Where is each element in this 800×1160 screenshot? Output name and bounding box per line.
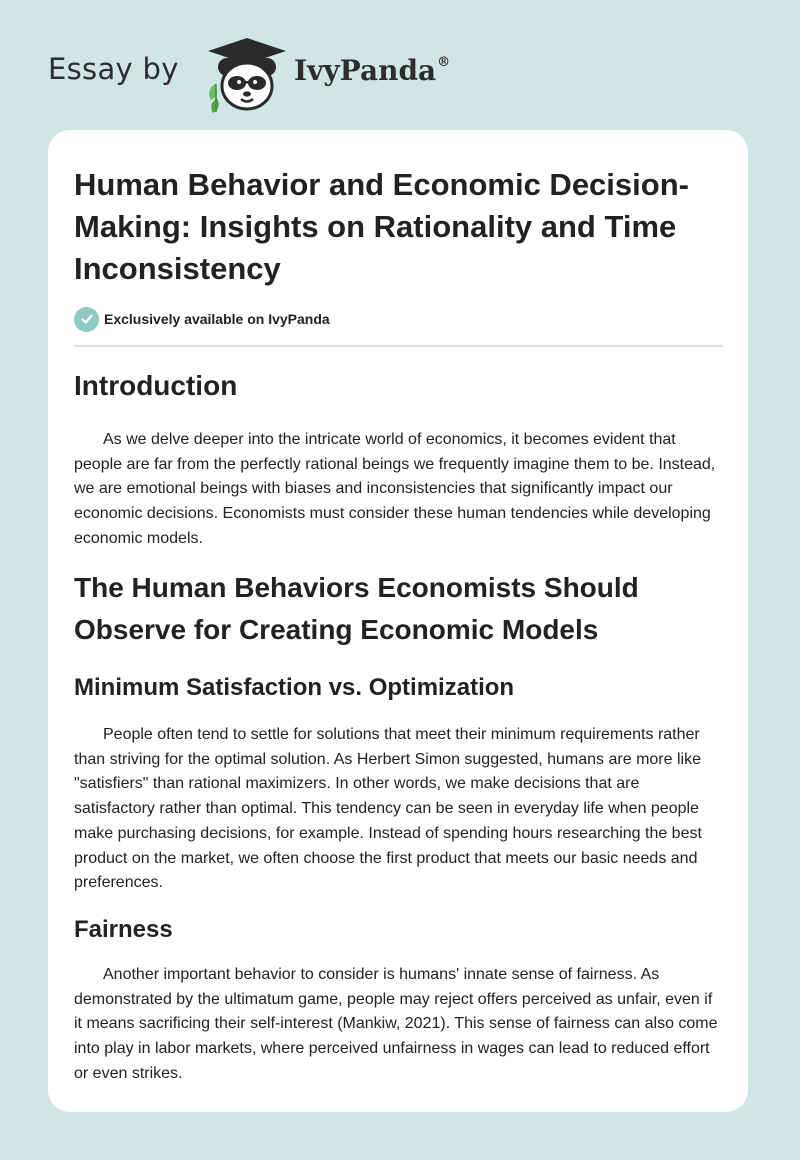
subsection-heading-fairness: Fairness bbox=[74, 916, 173, 943]
brand-name: IvyPanda bbox=[294, 54, 437, 87]
ivypanda-brand[interactable] bbox=[294, 54, 450, 87]
site-header bbox=[48, 34, 748, 114]
title-divider bbox=[74, 345, 723, 347]
exclusive-label: Exclusively available on IvyPanda bbox=[104, 311, 330, 327]
exclusive-badge bbox=[74, 306, 330, 332]
paragraph-fairness: Another important behavior to consider is humans' innate sense of fairness. As demonstrated by the ultimatum game, people may reject offers perceived as unfair, even if it means sacrificing their self-interest (Mankiw, 2021). This sense of fairness can also come into play in labor markets, where perceived unfairness in wages can lead to reduced effort or even strikes. bbox=[74, 966, 718, 1082]
check-icon bbox=[74, 307, 99, 332]
paragraph-introduction: As we delve deeper into the intricate world of economics, it becomes evident that people are far from the perfectly rational beings we frequently imagine them to be. Instead, we are emotional beings with biases and inconsistencies that significantly impact our economic decisions. Economists must consider these human tendencies while developing economic models. bbox=[74, 431, 716, 547]
paragraph-minimum-satisfaction: People often tend to settle for solutions that meet their minimum requirements rather than striving for the optimal solution. As Herbert Simon suggested, humans are more like "satisfiers" than rational maximizers. In other words, we make decisions that are satisfactory rather than optimal. This tendency can be seen in everyday life when people make purchasing decisions, for example. Instead of spending hours researching the best product on the market, we often choose the first product that meets our basic needs and preferences. bbox=[74, 726, 702, 892]
section-heading-human-behaviors: The Human Behaviors Economists Should Observe for Creating Economic Models bbox=[74, 572, 639, 645]
subsection-heading-minimum-satisfaction: Minimum Satisfaction vs. Optimization bbox=[74, 674, 515, 701]
panda-logo-icon[interactable] bbox=[202, 34, 292, 114]
essay-by-label: Essay by bbox=[48, 52, 179, 86]
section-heading-introduction: Introduction bbox=[74, 370, 238, 401]
registered-mark: ® bbox=[437, 55, 451, 70]
essay-title: Human Behavior and Economic Decision-Making: Insights on Rationality and Time Inconsistency bbox=[74, 167, 689, 286]
essay-card bbox=[48, 130, 748, 1112]
